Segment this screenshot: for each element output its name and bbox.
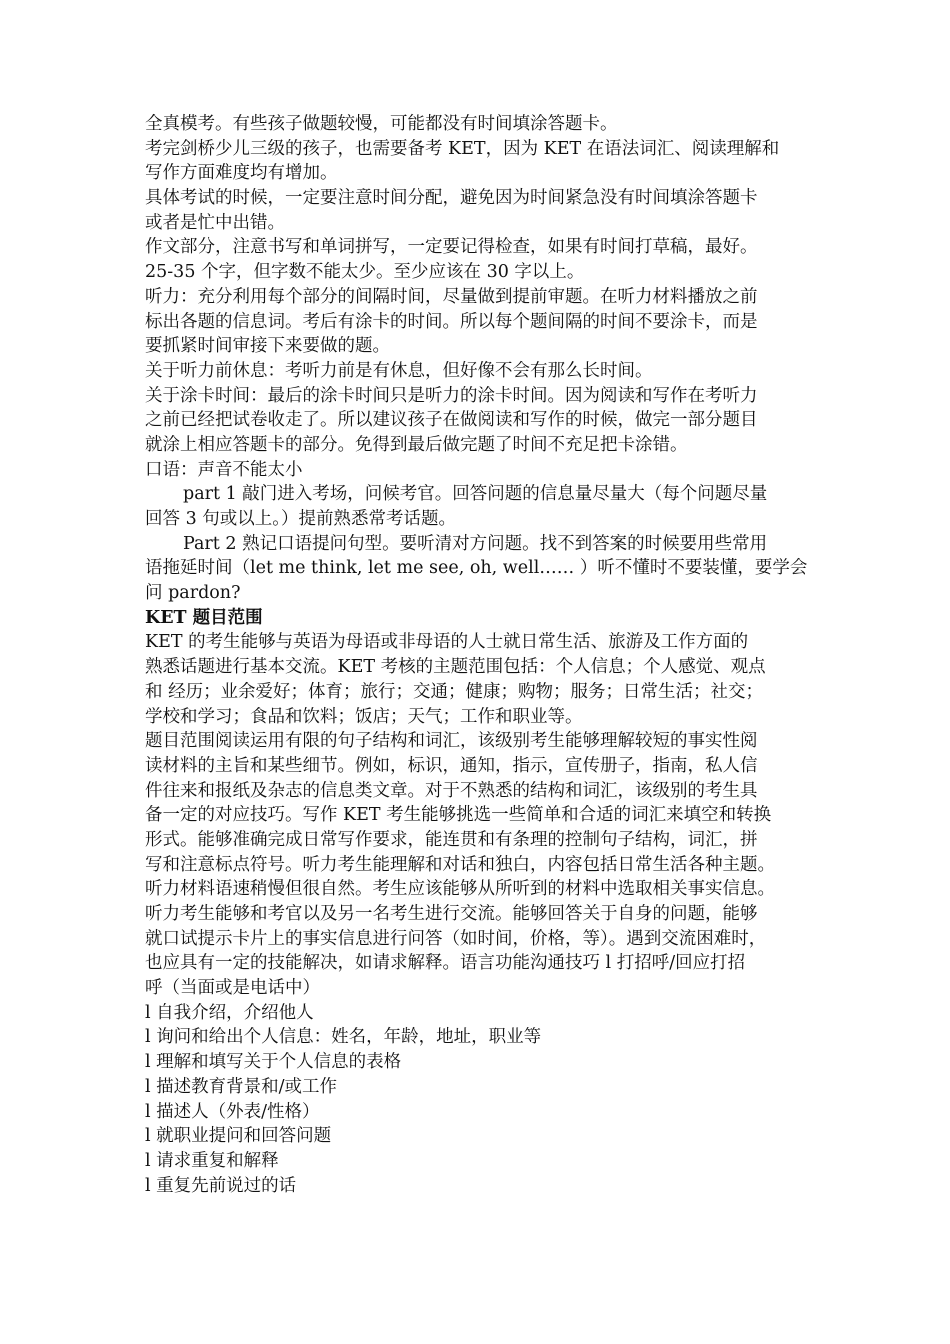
text-line: 关于涂卡时间：最后的涂卡时间只是听力的涂卡时间。因为阅读和写作在考听力 [145,385,758,406]
section-heading: KET 题目范围 [145,607,263,628]
text-line: 学校和学习；食品和饮料；饭店；天气；工作和职业等。 [145,706,583,727]
text-line: 读材料的主旨和某些细节。例如，标识，通知，指示，宣传册子，指南，私人信 [145,755,758,776]
text-line: 就口试提示卡片上的事实信息进行问答（如时间，价格，等）。遇到交流困难时， [145,928,767,949]
text-line: 备一定的对应技巧。写作 KET 考生能够挑选一些简单和合适的词汇来填空和转换 [145,805,772,826]
text-line: 关于听力前休息：考听力前是有休息，但好像不会有那么长时间。 [145,360,653,381]
text-line: 也应具有一定的技能解决，如请求解释。语言功能沟通技巧 l 打招呼/回应打招 [145,953,746,974]
text-line: 题目范围阅读运用有限的句子结构和词汇，该级别考生能够理解较短的事实性阅 [145,731,758,752]
list-item: l 描述教育背景和/或工作 [145,1076,338,1097]
text-line: 语拖延时间（let me think, let me see, oh, well…… ）听不懂时不要装懂，要学会 [145,558,808,579]
text-line: 写作方面难度均有增加。 [145,163,338,184]
text-line: KET 的考生能够与英语为母语或非母语的人士就日常生活、旅游及工作方面的 [145,632,749,653]
text-line: 回答 3 句或以上。）提前熟悉常考话题。 [145,509,457,529]
list-item: l 自我介绍，介绍他人 [145,1002,314,1023]
text-line: 形式。能够准确完成日常写作要求，能连贯和有条理的控制句子结构，词汇，拼 [145,829,758,850]
text-line: 标出各题的信息词。考后有涂卡的时间。所以每个题间隔的时间不要涂卡，而是 [145,311,758,332]
text-line: 考完剑桥少儿三级的孩子，也需要备考 KET，因为 KET 在语法词汇、阅读理解和 [145,138,780,159]
text-line: 熟悉话题进行基本交流。KET 考核的主题范围包括：个人信息；个人感觉、观点 [145,657,766,678]
text-line: 写和注意标点符号。听力考生能理解和对话和独白，内容包括日常生活各种主题。 [145,854,775,875]
text-line: 听力材料语速稍慢但很自然。考生应该能够从所听到的材料中选取相关事实信息。 [145,879,775,900]
text-line: 要抓紧时间审接下来要做的题。 [145,336,390,357]
list-item: l 重复先前说过的话 [145,1175,297,1196]
text-line: 听力考生能够和考官以及另一名考生进行交流。能够回答关于自身的问题，能够 [145,904,758,924]
text-line: 和 经历；业余爱好；体育；旅行；交通；健康；购物；服务；日常生活；社交； [145,681,764,702]
text-line: 25-35 个字，但字数不能太少。至少应该在 30 字以上。 [145,262,585,283]
text-line: 问 pardon? [145,583,241,604]
text-line: 或者是忙中出错。 [145,212,285,233]
text-line: 具体考试的时候，一定要注意时间分配，避免因为时间紧急没有时间填涂答题卡 [145,188,758,209]
text-line: 作文部分，注意书写和单词拼写，一定要记得检查，如果有时间打草稿，最好。 [145,237,758,258]
list-item: l 请求重复和解释 [145,1150,279,1171]
text-line: part 1 敲门进入考场，问候考官。回答问题的信息量尽量大（每个问题尽量 [183,484,768,505]
list-item: l 描述人（外表/性格） [145,1101,320,1122]
list-item: l 就职业提问和回答问题 [145,1126,332,1147]
text-line: 口语：声音不能太小 [145,459,303,480]
text-line: Part 2 熟记口语提问句型。要听清对方问题。找不到答案的时候要用些常用 [183,533,768,554]
text-line: 件往来和报纸及杂志的信息类文章。对于不熟悉的结构和词汇，该级别的考生具 [145,780,758,801]
text-line: 呼（当面或是电话中） [145,978,320,999]
text-line: 之前已经把试卷收走了。所以建议孩子在做阅读和写作的时候，做完一部分题目 [145,410,758,431]
list-item: l 询问和给出个人信息：姓名，年龄，地址，职业等 [145,1027,542,1048]
text-line: 听力：充分利用每个部分的间隔时间，尽量做到提前审题。在听力材料播放之前 [145,286,758,307]
text-line: 全真模考。有些孩子做题较慢，可能都没有时间填涂答题卡。 [145,114,618,134]
text-line: 就涂上相应答题卡的部分。免得到最后做完题了时间不充足把卡涂错。 [145,434,688,455]
document-page [145,112,813,1198]
list-item: l 理解和填写关于个人信息的表格 [145,1052,402,1073]
